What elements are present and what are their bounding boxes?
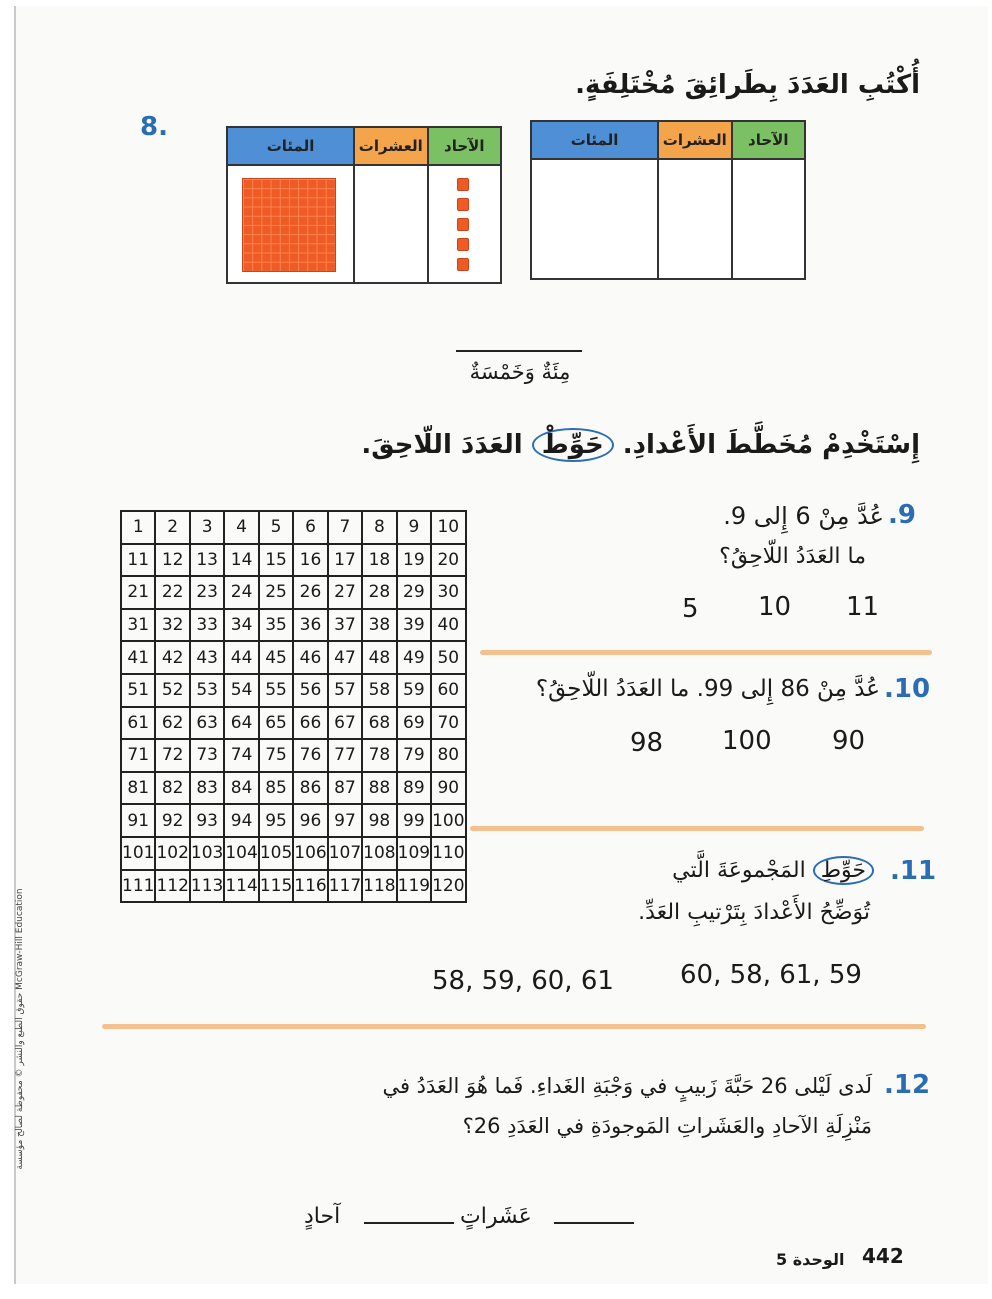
tens-answer-line[interactable] — [554, 1222, 634, 1224]
hundred-chart-cell: 47 — [328, 641, 362, 674]
hundred-chart-cell: 92 — [155, 804, 189, 837]
q8-word-form: مِئَةٌ وَخَمْسَةٌ — [469, 360, 571, 384]
hundred-chart-cell: 64 — [224, 707, 258, 740]
hundred-chart-cell: 9 — [397, 511, 431, 544]
page-number: 442 — [862, 1244, 904, 1268]
hundred-chart-cell: 57 — [328, 674, 362, 707]
hundred-chart-cell: 69 — [397, 707, 431, 740]
hundred-chart-cell: 71 — [121, 739, 155, 772]
hundred-chart-cell: 31 — [121, 609, 155, 642]
hundred-chart-cell: 94 — [224, 804, 258, 837]
hundred-chart-cell: 114 — [224, 870, 258, 903]
hundred-chart-cell: 24 — [224, 576, 258, 609]
q9-line2: ما العَدَدُ اللّاحِقُ؟ — [719, 544, 866, 569]
hundred-chart-cell: 104 — [224, 837, 258, 870]
hundred-chart-cell: 32 — [155, 609, 189, 642]
q8-number: 8. — [140, 112, 168, 142]
section-instruction-part2: العَدَدَ اللّاحِقَ. — [361, 430, 523, 460]
hundred-chart-cell: 35 — [259, 609, 293, 642]
hundred-chart-cell: 30 — [431, 576, 465, 609]
one-cube — [457, 238, 469, 251]
hundreds-cell — [228, 166, 353, 282]
hundred-chart-cell: 75 — [259, 739, 293, 772]
divider — [102, 1024, 926, 1029]
hundred-chart-row — [121, 870, 466, 903]
hundred-chart-row — [121, 739, 466, 772]
hundred-chart-row — [121, 772, 466, 805]
hundred-chart-cell: 36 — [293, 609, 327, 642]
hundred-chart-cell: 103 — [190, 837, 224, 870]
hundred-chart-cell: 6 — [293, 511, 327, 544]
hundred-chart-cell: 20 — [431, 544, 465, 577]
hundred-chart-cell: 79 — [397, 739, 431, 772]
hundred-chart-cell: 70 — [431, 707, 465, 740]
hundred-chart-cell: 59 — [397, 674, 431, 707]
hundred-chart-cell: 95 — [259, 804, 293, 837]
hundred-chart-cell: 96 — [293, 804, 327, 837]
divider — [480, 650, 932, 655]
q10-option-2[interactable]: 100 — [722, 726, 772, 756]
hundred-chart-cell: 23 — [190, 576, 224, 609]
ones-cell — [427, 166, 500, 282]
hundred-chart-cell: 67 — [328, 707, 362, 740]
answer-line[interactable] — [456, 350, 582, 352]
hundred-chart-cell: 89 — [397, 772, 431, 805]
tens-answer-cell[interactable] — [657, 160, 730, 278]
q9-option-2[interactable]: 10 — [758, 592, 792, 622]
hundred-chart-cell: 44 — [224, 641, 258, 674]
hundred-chart-cell: 18 — [362, 544, 396, 577]
hundred-chart-cell: 49 — [397, 641, 431, 674]
hundred-chart-cell: 39 — [397, 609, 431, 642]
ones-header: الآحاد — [731, 122, 804, 158]
hundred-chart-cell: 45 — [259, 641, 293, 674]
hundred-chart-cell: 110 — [431, 837, 465, 870]
hundreds-header: المئات — [532, 122, 657, 158]
hundred-chart-cell: 120 — [431, 870, 465, 903]
hundred-chart-cell: 65 — [259, 707, 293, 740]
hundred-chart-cell: 53 — [190, 674, 224, 707]
hundred-chart-cell: 48 — [362, 641, 396, 674]
hundred-chart-cell: 81 — [121, 772, 155, 805]
q9-number: .9 — [888, 500, 916, 530]
hundred-chart-cell: 117 — [328, 870, 362, 903]
ones-answer-line[interactable] — [364, 1222, 454, 1224]
q11-line2: تُوَضِّحُ الأَعْدادَ بِتَرْتيبِ العَدِّ. — [638, 900, 870, 925]
hundred-chart-cell: 29 — [397, 576, 431, 609]
circled-word-text: حَوِّطِ — [820, 858, 866, 883]
hundred-chart-cell: 97 — [328, 804, 362, 837]
hundred-chart-cell: 55 — [259, 674, 293, 707]
hundred-chart-cell: 41 — [121, 641, 155, 674]
hundred-chart-cell: 93 — [190, 804, 224, 837]
hundred-chart-cell: 76 — [293, 739, 327, 772]
q10-option-1[interactable]: 98 — [630, 728, 664, 758]
hundred-chart-row — [121, 641, 466, 674]
place-value-model-table — [226, 126, 502, 284]
hundred-chart-cell: 106 — [293, 837, 327, 870]
ones-answer-cell[interactable] — [731, 160, 804, 278]
hundred-chart-cell: 82 — [155, 772, 189, 805]
hundred-chart-cell: 37 — [328, 609, 362, 642]
hundred-chart-cell: 22 — [155, 576, 189, 609]
hundred-chart-cell: 108 — [362, 837, 396, 870]
hundred-chart-cell: 78 — [362, 739, 396, 772]
circle-word — [813, 856, 874, 885]
hundred-chart-cell: 119 — [397, 870, 431, 903]
ones-label: آحادٍ — [304, 1204, 341, 1229]
hundred-chart-cell: 113 — [190, 870, 224, 903]
section-instruction-part1: إِسْتَخْدِمْ مُخَطَّطَ الأَعْدادِ. — [622, 430, 920, 460]
tens-label: عَشَراتٍ — [460, 1204, 532, 1229]
hundred-chart-cell: 86 — [293, 772, 327, 805]
tens-header: العشرات — [353, 128, 426, 164]
tens-header: العشرات — [657, 122, 730, 158]
hundred-chart-cell: 4 — [224, 511, 258, 544]
q10-text: عُدَّ مِنْ 86 إِلى 99. ما العَدَدُ اللّاحِقُ؟ — [535, 676, 880, 702]
q9-line1: عُدَّ مِنْ 6 إِلى 9. — [723, 502, 884, 530]
hundred-chart-cell: 88 — [362, 772, 396, 805]
hundred-chart-cell: 90 — [431, 772, 465, 805]
one-cube — [457, 258, 469, 271]
hundred-chart-cell: 50 — [431, 641, 465, 674]
one-cube — [457, 178, 469, 191]
unit-label: الوحدة 5 — [776, 1250, 845, 1269]
hundred-chart-cell: 118 — [362, 870, 396, 903]
hundred-chart-cell: 87 — [328, 772, 362, 805]
hundred-chart — [120, 510, 467, 903]
copyright-note: حقوق الطبع والنشر © محفوظة لصالح مؤسسة McGraw-Hill Education — [15, 888, 25, 1170]
hundred-chart-row — [121, 707, 466, 740]
hundred-chart-cell: 38 — [362, 609, 396, 642]
hundred-chart-cell: 60 — [431, 674, 465, 707]
hundred-chart-cell: 34 — [224, 609, 258, 642]
hundred-chart-cell: 28 — [362, 576, 396, 609]
hundred-chart-cell: 52 — [155, 674, 189, 707]
hundred-chart-cell: 61 — [121, 707, 155, 740]
hundred-chart-cell: 15 — [259, 544, 293, 577]
hundred-chart-cell: 10 — [431, 511, 465, 544]
hundred-chart-cell: 25 — [259, 576, 293, 609]
hundred-chart-row — [121, 576, 466, 609]
one-cube — [457, 198, 469, 211]
hundred-chart-row — [121, 609, 466, 642]
hundred-chart-row — [121, 837, 466, 870]
q11-option-1[interactable]: 58, 59, 60, 61 — [432, 966, 614, 996]
hundred-chart-cell: 51 — [121, 674, 155, 707]
hundred-chart-cell: 33 — [190, 609, 224, 642]
hundred-chart-cell: 7 — [328, 511, 362, 544]
hundred-chart-cell: 111 — [121, 870, 155, 903]
hundred-chart-cell: 14 — [224, 544, 258, 577]
hundred-chart-cell: 84 — [224, 772, 258, 805]
hundred-chart-cell: 5 — [259, 511, 293, 544]
hundred-chart-cell: 16 — [293, 544, 327, 577]
q10-option-3[interactable]: 90 — [832, 726, 866, 756]
q10-number: .10 — [884, 674, 931, 704]
hundred-chart-cell: 13 — [190, 544, 224, 577]
hundreds-answer-cell[interactable] — [532, 160, 657, 278]
hundred-chart-cell: 83 — [190, 772, 224, 805]
q11-line1: المَجْموعَةَ الَّتي — [672, 858, 806, 883]
q9-option-1[interactable]: 5 — [682, 594, 699, 624]
hundred-chart-cell: 74 — [224, 739, 258, 772]
section-instruction — [361, 428, 920, 462]
hundred-chart-cell: 72 — [155, 739, 189, 772]
hundreds-header: المئات — [228, 128, 353, 164]
hundred-chart-cell: 46 — [293, 641, 327, 674]
hundred-chart-cell: 12 — [155, 544, 189, 577]
circle-word — [532, 428, 614, 462]
q11-number: .11 — [890, 856, 937, 886]
hundred-chart-cell: 8 — [362, 511, 396, 544]
q11-option-2[interactable]: 60, 58, 61, 59 — [680, 960, 862, 990]
hundred-chart-row — [121, 511, 466, 544]
hundred-chart-cell: 11 — [121, 544, 155, 577]
hundred-chart-cell: 56 — [293, 674, 327, 707]
hundred-chart-cell: 107 — [328, 837, 362, 870]
hundred-chart-cell: 58 — [362, 674, 396, 707]
hundred-chart-cell: 102 — [155, 837, 189, 870]
hundred-chart-cell: 105 — [259, 837, 293, 870]
hundred-chart-cell: 91 — [121, 804, 155, 837]
hundred-chart-cell: 21 — [121, 576, 155, 609]
divider — [470, 826, 924, 831]
hundred-chart-cell: 1 — [121, 511, 155, 544]
q12-line2: مَنْزِلَةِ الآحادِ والعَشَراتِ المَوجودَةِ في العَدَدِ 26؟ — [462, 1114, 872, 1138]
hundred-chart-cell: 101 — [121, 837, 155, 870]
hundred-chart-cell: 43 — [190, 641, 224, 674]
circled-word-text: حَوِّطْ — [541, 430, 604, 460]
hundred-chart-cell: 99 — [397, 804, 431, 837]
hundred-chart-cell: 116 — [293, 870, 327, 903]
hundred-chart-cell: 40 — [431, 609, 465, 642]
hundred-chart-row — [121, 674, 466, 707]
hundred-chart-cell: 63 — [190, 707, 224, 740]
hundred-chart-cell: 80 — [431, 739, 465, 772]
q9-option-3[interactable]: 11 — [846, 592, 880, 622]
one-cube — [457, 218, 469, 231]
hundred-chart-row — [121, 544, 466, 577]
hundred-chart-cell: 42 — [155, 641, 189, 674]
hundred-chart-cell: 109 — [397, 837, 431, 870]
hundred-chart-cell: 54 — [224, 674, 258, 707]
tens-cell — [353, 166, 426, 282]
hundred-chart-cell: 98 — [362, 804, 396, 837]
hundred-chart-cell: 66 — [293, 707, 327, 740]
hundred-chart-cell: 100 — [431, 804, 465, 837]
hundred-chart-cell: 62 — [155, 707, 189, 740]
q12-number: .12 — [884, 1070, 931, 1100]
hundred-flat-block — [242, 178, 336, 272]
hundred-chart-row — [121, 804, 466, 837]
hundred-chart-cell: 17 — [328, 544, 362, 577]
hundred-chart-cell: 2 — [155, 511, 189, 544]
hundred-chart-cell: 26 — [293, 576, 327, 609]
q8-instruction: أُكْتُبِ العَدَدَ بِطَرائِقَ مُخْتَلِفَةٍ. — [575, 70, 920, 100]
q12-line1: لَدى لَيْلى 26 حَبَّةَ زَبيبٍ في وَجْبَةِ الغَداءِ. فَما هُوَ العَدَدُ في — [382, 1074, 872, 1098]
hundred-chart-cell: 85 — [259, 772, 293, 805]
hundred-chart-cell: 112 — [155, 870, 189, 903]
ones-header: الآحاد — [427, 128, 500, 164]
hundred-chart-cell: 115 — [259, 870, 293, 903]
hundred-chart-cell: 27 — [328, 576, 362, 609]
hundred-chart-cell: 19 — [397, 544, 431, 577]
q11-line1-wrap — [672, 856, 874, 885]
place-value-answer-table — [530, 120, 806, 280]
hundred-chart-cell: 77 — [328, 739, 362, 772]
hundred-chart-cell: 3 — [190, 511, 224, 544]
hundred-chart-cell: 73 — [190, 739, 224, 772]
hundred-chart-cell: 68 — [362, 707, 396, 740]
